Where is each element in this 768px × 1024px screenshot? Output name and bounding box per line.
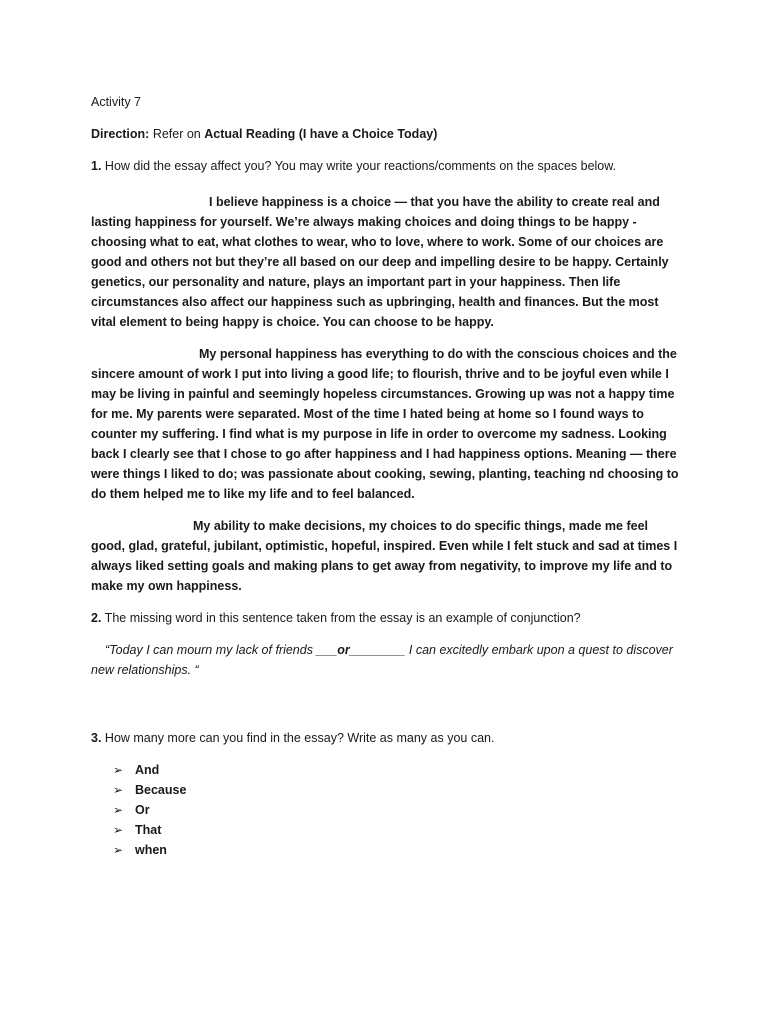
reading-title: Actual Reading (I have a Choice Today) — [204, 127, 438, 141]
answer-text: Or — [135, 803, 150, 817]
list-item — [113, 800, 681, 820]
answer-text: when — [135, 843, 167, 857]
essay-quote — [91, 640, 681, 680]
question-3 — [91, 728, 681, 748]
activity-title: Activity 7 — [91, 95, 142, 109]
list-item — [113, 820, 681, 840]
answer-text: And — [135, 763, 160, 777]
conjunction-answer-list — [91, 760, 681, 860]
question-1 — [91, 156, 681, 176]
question-2 — [91, 608, 681, 628]
answer-paragraph-2 — [91, 344, 681, 504]
list-item — [113, 780, 681, 800]
answer-paragraph-2-text: My personal happiness has everything to do with the conscious choices and the sincere amount of work I put into living a good life; to flourish, thrive and to be joyful even while I may be living in painful and seemingly hopeless circumstances. Growing up was not a happy time for me. My parents were separated. Most of the time I hated being at home so I found ways to counter my suffering. I find what is my purpose in life in order to overcome my sadness. Looking back I clearly see that I chose to go after happiness and I had happiness options. Meaning — there were things I liked to do; was passionate about cooking, sewing, planting, teaching nd choosing to do them helped me to like my life and to feel balanced. — [91, 347, 679, 501]
question-2-text: The missing word in this sentence taken from the essay is an example of conjunction? — [101, 611, 581, 625]
question-1-number: 1. — [91, 159, 102, 173]
question-2-number: 2. — [91, 611, 102, 625]
answer-text: Because — [135, 783, 187, 797]
arrow-bullet-icon: ➢ — [113, 823, 124, 837]
list-item — [113, 840, 681, 860]
answer-paragraph-1 — [91, 192, 681, 332]
arrow-bullet-icon: ➢ — [113, 763, 124, 777]
quote-answer: or — [337, 643, 350, 657]
answer-paragraph-3 — [91, 516, 681, 596]
direction-line — [91, 124, 681, 144]
quote-after: ________ I can excitedly embark upon a quest to discover new relationships. “ — [91, 643, 673, 677]
answer-text: That — [135, 823, 162, 837]
arrow-bullet-icon: ➢ — [113, 783, 124, 797]
arrow-bullet-icon: ➢ — [113, 843, 124, 857]
answer-paragraph-3-text: My ability to make decisions, my choices to do specific things, made me feel good, glad, grateful, jubilant, optimistic, hopeful, inspired. Even while I felt stuck and sad at times I always liked setting goals and making plans to get away from negativity, to improve my life and to make my own happiness. — [91, 519, 678, 593]
document-content — [91, 92, 681, 860]
arrow-bullet-icon: ➢ — [113, 803, 124, 817]
question-3-number: 3. — [91, 731, 102, 745]
direction-prefix: Refer on — [149, 127, 205, 141]
answer-paragraph-1-text: I believe happiness is a choice — that you have the ability to create real and lasting happiness for yourself. We’re always making choices and doing things to be happy - choosing what to eat, what clothes to wear, who to love, where to work. Some of our choices are good and others not but they’re all based on our deep and impelling desire to be happy. Certainly genetics, our personality and nature, plays an important part in your happiness. Then life circumstances also affect our happiness such as upbringing, health and finances. But the most vital element to being happy is choice. You can choose to be happy. — [91, 195, 669, 329]
quote-before: “Today I can mourn my lack of friends ___ — [105, 643, 338, 657]
question-1-text: How did the essay affect you? You may write your reactions/comments on the spaces below. — [101, 159, 617, 173]
list-item — [113, 760, 681, 780]
direction-label: Direction: — [91, 127, 150, 141]
question-3-text: How many more can you find in the essay? Write as many as you can. — [101, 731, 495, 745]
